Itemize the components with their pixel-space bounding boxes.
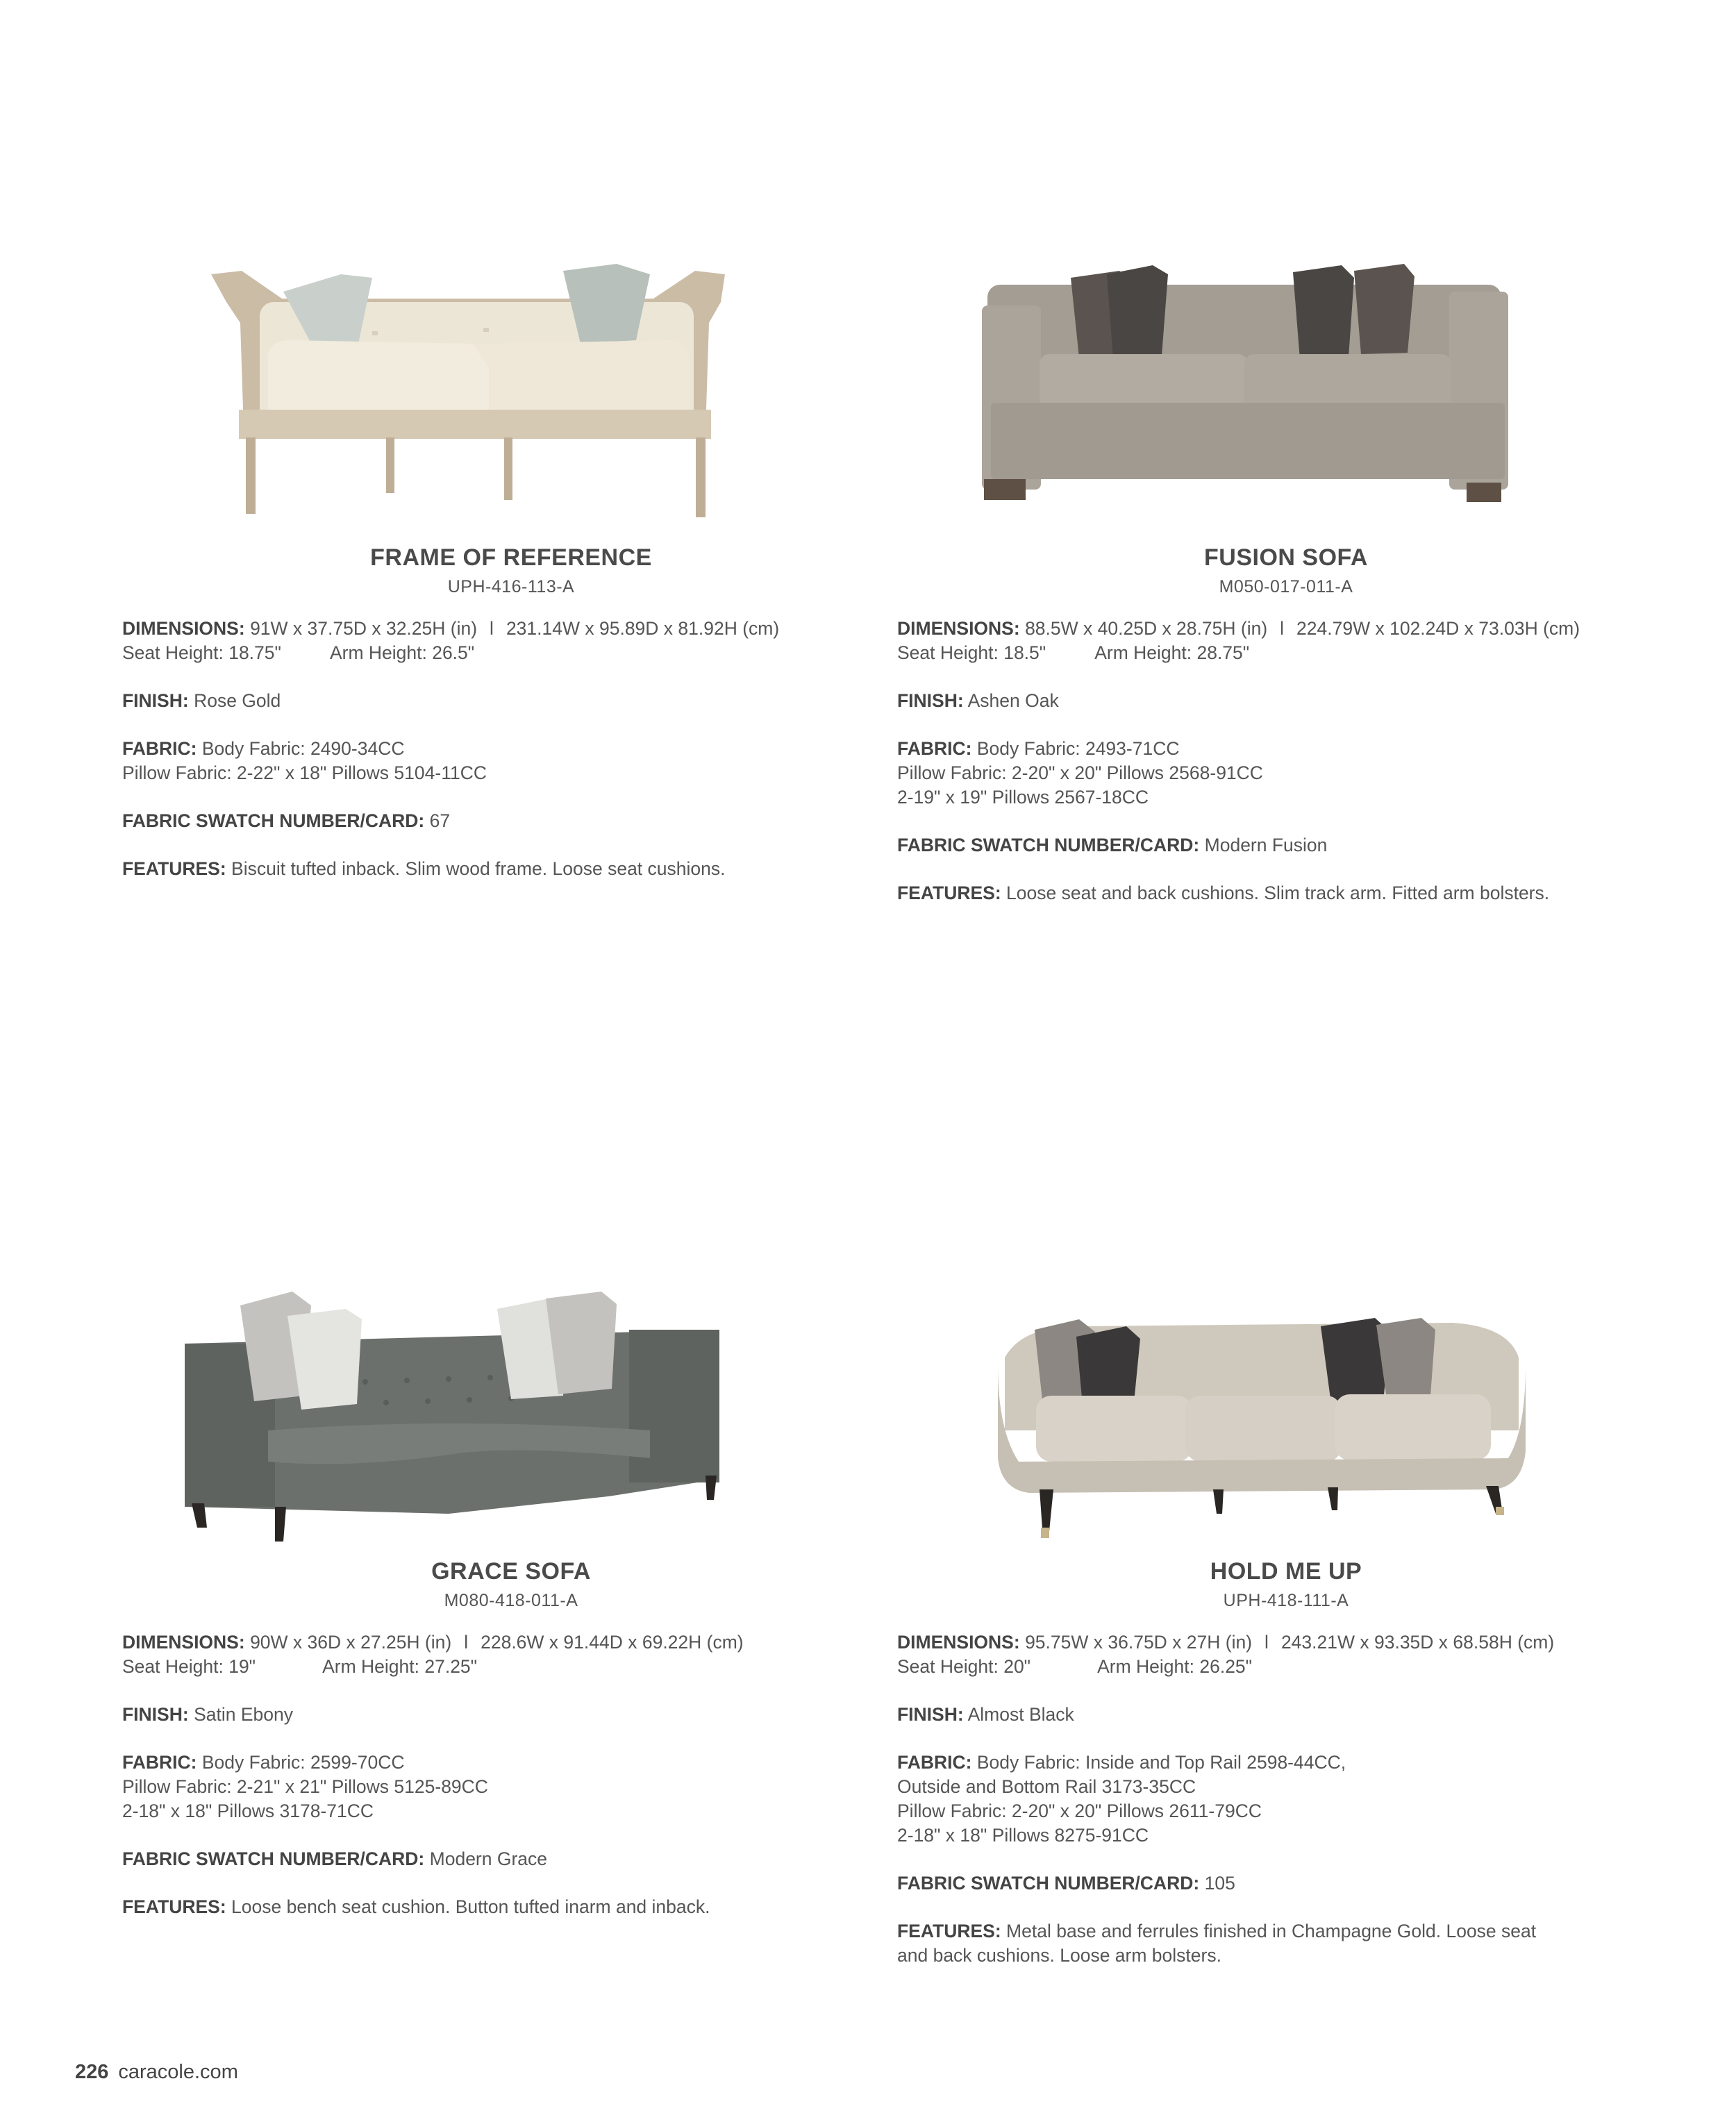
features-label: FEATURES: — [897, 883, 1001, 903]
fabric-line: 2-18" x 18" Pillows 8275-91CC — [897, 1825, 1149, 1846]
finish-row — [122, 1703, 900, 1727]
fabric-label: FABRIC: — [897, 738, 972, 759]
fabric-label: FABRIC: — [122, 738, 197, 759]
sofa-image — [897, 208, 1675, 535]
fabric-row — [122, 737, 900, 761]
swatch-row — [122, 809, 900, 833]
product-name: HOLD ME UP — [1210, 1558, 1362, 1585]
dimensions-cm: 243.21W x 93.35D x 68.58H (cm) — [1280, 1632, 1555, 1653]
swatch-label: FABRIC SWATCH NUMBER/CARD: — [122, 810, 425, 831]
dimensions-in: 95.75W x 36.75D x 27H (in) — [1025, 1632, 1253, 1653]
fabric-line: Pillow Fabric: 2-20" x 20" Pillows 2568-91CC — [897, 762, 1263, 783]
fabric-row — [897, 1751, 1675, 1775]
features-label: FEATURES: — [897, 1921, 1001, 1941]
product-photo — [122, 1222, 900, 1548]
arm-height: Arm Height: 27.25" — [322, 1656, 478, 1677]
product-photo — [897, 208, 1675, 535]
product-sku: UPH-418-111-A — [1223, 1591, 1349, 1610]
features-row — [122, 1895, 900, 1919]
product-photo — [122, 208, 900, 535]
product-sku: M050-017-011-A — [1219, 577, 1353, 596]
features-line: Metal base and ferrules finished in Champagne Gold. Loose seat — [1006, 1921, 1537, 1941]
product-specs — [897, 1630, 1675, 1968]
fabric-line: 2-18" x 18" Pillows 3178-71CC — [122, 1801, 374, 1821]
features-label: FEATURES: — [122, 1896, 226, 1917]
dimensions-in: 90W x 36D x 27.25H (in) — [250, 1632, 452, 1653]
fabric-line: Outside and Bottom Rail 3173-35CC — [897, 1776, 1196, 1797]
swatch-value: 105 — [1204, 1873, 1235, 1894]
seat-height: Seat Height: 20" — [897, 1656, 1031, 1677]
dimensions-in: 91W x 37.75D x 32.25H (in) — [250, 618, 478, 639]
dimensions-label: DIMENSIONS: — [897, 618, 1020, 639]
fabric-line: 2-19" x 19" Pillows 2567-18CC — [897, 787, 1149, 808]
dimensions-cm: 224.79W x 102.24D x 73.03H (cm) — [1296, 618, 1580, 639]
product-hold-me-up — [897, 1222, 1675, 1968]
arm-height: Arm Height: 26.25" — [1097, 1656, 1253, 1677]
dimensions-row — [122, 617, 900, 641]
fabric-line: Body Fabric: Inside and Top Rail 2598-44CC, — [976, 1752, 1346, 1773]
dimensions-separator: l — [1280, 618, 1285, 639]
fabric-line: Pillow Fabric: 2-22" x 18" Pillows 5104-11CC — [122, 762, 487, 783]
fabric-label: FABRIC: — [897, 1752, 972, 1773]
swatch-label: FABRIC SWATCH NUMBER/CARD: — [897, 1873, 1200, 1894]
heights-row — [122, 641, 900, 665]
product-specs — [122, 617, 900, 881]
product-fusion-sofa — [897, 208, 1675, 905]
features-line: Loose seat and back cushions. Slim track arm. Fitted arm bolsters. — [1006, 883, 1550, 903]
sofa-image — [897, 1222, 1675, 1548]
dimensions-in: 88.5W x 40.25D x 28.75H (in) — [1025, 618, 1268, 639]
dimensions-label: DIMENSIONS: — [122, 1632, 245, 1653]
heights-row — [897, 641, 1675, 665]
dimensions-label: DIMENSIONS: — [897, 1632, 1020, 1653]
swatch-row — [897, 1871, 1675, 1896]
dimensions-row — [122, 1630, 900, 1655]
finish-label: FINISH: — [122, 690, 189, 711]
site-link[interactable]: caracole.com — [118, 2061, 238, 2083]
finish-row — [897, 689, 1675, 713]
arm-height: Arm Height: 28.75" — [1094, 642, 1250, 663]
finish-label: FINISH: — [122, 1704, 189, 1725]
finish-value: Almost Black — [967, 1704, 1074, 1725]
fabric-line: Pillow Fabric: 2-20" x 20" Pillows 2611-79CC — [897, 1801, 1262, 1821]
dimensions-separator: l — [490, 618, 494, 639]
dimensions-label: DIMENSIONS: — [122, 618, 245, 639]
page-footer — [75, 2061, 238, 2084]
finish-label: FINISH: — [897, 1704, 964, 1725]
dimensions-separator: l — [1265, 1632, 1269, 1653]
finish-label: FINISH: — [897, 690, 964, 711]
seat-height: Seat Height: 18.75" — [122, 642, 281, 663]
fabric-label: FABRIC: — [122, 1752, 197, 1773]
product-sku: UPH-416-113-A — [447, 577, 575, 596]
dimensions-cm: 228.6W x 91.44D x 69.22H (cm) — [481, 1632, 744, 1653]
fabric-line: Body Fabric: 2599-70CC — [201, 1752, 405, 1773]
product-sku: M080-418-011-A — [444, 1591, 578, 1610]
sofa-image — [122, 1222, 900, 1548]
fabric-line: Body Fabric: 2493-71CC — [976, 738, 1180, 759]
fabric-row — [897, 737, 1675, 761]
features-line: and back cushions. Loose arm bolsters. — [897, 1945, 1221, 1966]
seat-height: Seat Height: 18.5" — [897, 642, 1046, 663]
features-line: Biscuit tufted inback. Slim wood frame. Loose seat cushions. — [231, 858, 726, 879]
dimensions-row — [897, 617, 1675, 641]
heights-row — [897, 1655, 1675, 1679]
product-frame-of-reference — [122, 208, 900, 881]
swatch-row — [897, 833, 1675, 858]
product-name: GRACE SOFA — [431, 1558, 591, 1585]
sofa-image — [122, 208, 900, 535]
fabric-line: Pillow Fabric: 2-21" x 21" Pillows 5125-89CC — [122, 1776, 488, 1797]
finish-value: Rose Gold — [194, 690, 281, 711]
product-specs — [122, 1630, 900, 1919]
finish-row — [122, 689, 900, 713]
product-name: FRAME OF REFERENCE — [370, 544, 652, 571]
swatch-value: Modern Grace — [429, 1848, 548, 1869]
features-row — [897, 881, 1675, 905]
fabric-line: Body Fabric: 2490-34CC — [201, 738, 405, 759]
product-grace-sofa — [122, 1222, 900, 1919]
page-number: 226 — [75, 2061, 109, 2083]
dimensions-row — [897, 1630, 1675, 1655]
finish-row — [897, 1703, 1675, 1727]
features-line: Loose bench seat cushion. Button tufted inarm and inback. — [231, 1896, 710, 1917]
product-photo — [897, 1222, 1675, 1548]
arm-height: Arm Height: 26.5" — [329, 642, 475, 663]
swatch-value: Modern Fusion — [1204, 835, 1328, 855]
features-row — [122, 857, 900, 881]
finish-value: Satin Ebony — [194, 1704, 293, 1725]
features-row — [897, 1919, 1675, 1944]
product-specs — [897, 617, 1675, 905]
swatch-value: 67 — [429, 810, 451, 831]
fabric-row — [122, 1751, 900, 1775]
finish-value: Ashen Oak — [967, 690, 1059, 711]
swatch-label: FABRIC SWATCH NUMBER/CARD: — [897, 835, 1200, 855]
heights-row — [122, 1655, 900, 1679]
swatch-row — [122, 1847, 900, 1871]
swatch-label: FABRIC SWATCH NUMBER/CARD: — [122, 1848, 425, 1869]
product-name: FUSION SOFA — [1204, 544, 1368, 571]
features-label: FEATURES: — [122, 858, 226, 879]
seat-height: Seat Height: 19" — [122, 1656, 256, 1677]
dimensions-separator: l — [464, 1632, 469, 1653]
dimensions-cm: 231.14W x 95.89D x 81.92H (cm) — [506, 618, 780, 639]
